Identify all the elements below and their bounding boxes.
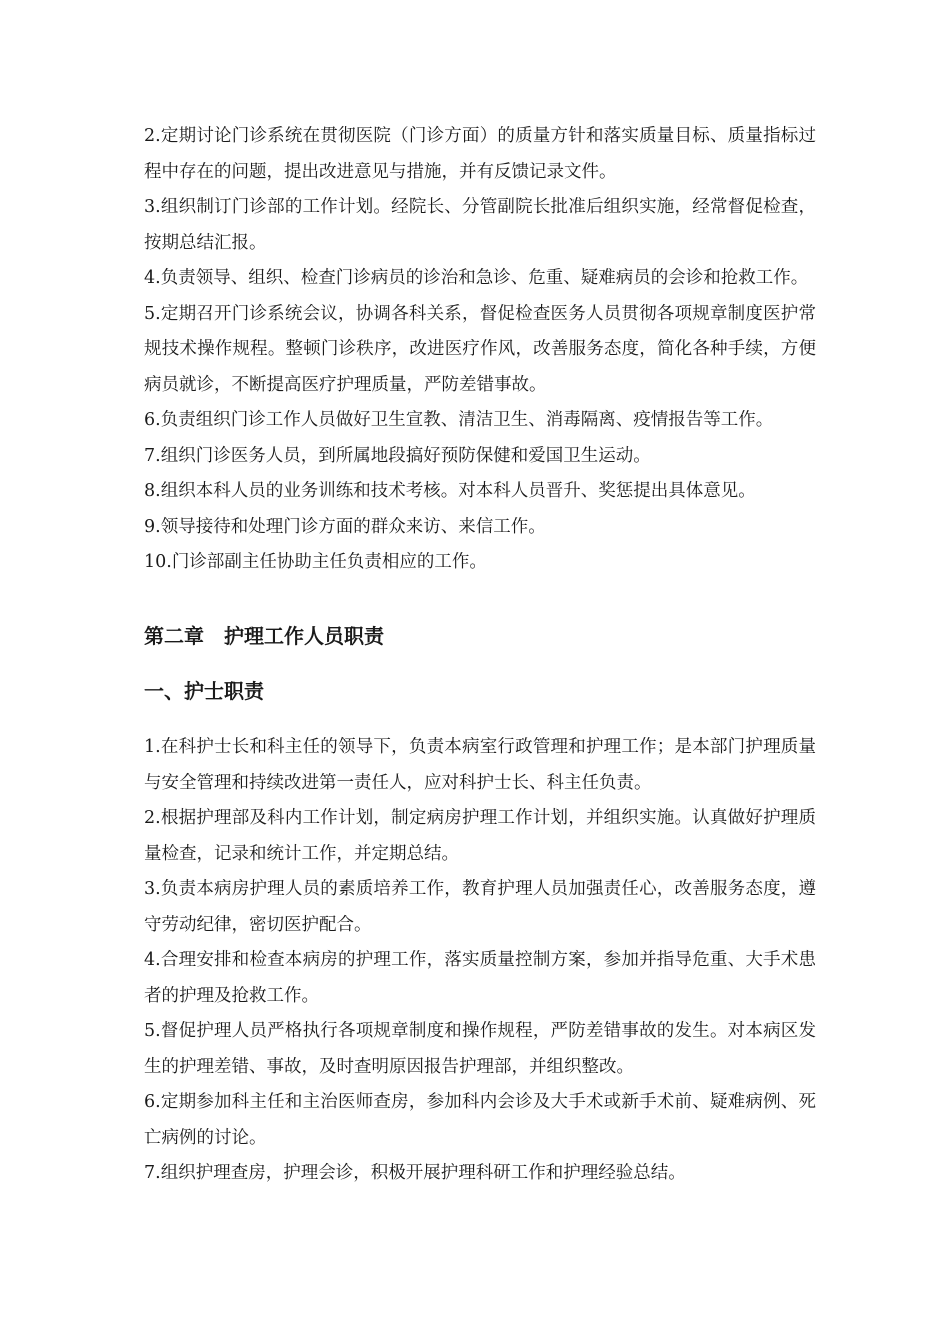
duty-item: 3.负责本病房护理人员的素质培养工作，教育护理人员加强责任心，改善服务态度，遵守劳动纪律，密切医护配合。 xyxy=(144,879,816,935)
duty-item: 2.定期讨论门诊系统在贯彻医院（门诊方面）的质量方针和落实质量目标、质量指标过程中存在的问题，提出改进意见与措施，并有反馈记录文件。 xyxy=(144,126,816,182)
duty-item: 4.负责领导、组织、检查门诊病员的诊治和急诊、危重、疑难病员的会诊和抢救工作。 xyxy=(144,268,809,288)
duty-item: 6.负责组织门诊工作人员做好卫生宣教、清洁卫生、消毒隔离、疫情报告等工作。 xyxy=(144,410,774,430)
duties-list-nurse xyxy=(144,730,816,1192)
duty-item: 4.合理安排和检查本病房的护理工作，落实质量控制方案，参加并指导危重、大手术患者的护理及抢救工作。 xyxy=(144,950,816,1006)
duty-item: 7.组织门诊医务人员，到所属地段搞好预防保健和爱国卫生运动。 xyxy=(144,445,651,466)
section-heading: 一、护士职责 xyxy=(144,679,264,703)
duty-item: 3.组织制订门诊部的工作计划。经院长、分管副院长批准后组织实施，经常督促检查，按期总结汇报。 xyxy=(144,197,816,253)
chapter-heading: 第二章 护理工作人员职责 xyxy=(144,624,384,648)
duty-item: 2.根据护理部及科内工作计划，制定病房护理工作计划，并组织实施。认真做好护理质量检查，记录和统计工作，并定期总结。 xyxy=(144,808,816,864)
duty-item: 8.组织本科人员的业务训练和技术考核。对本科人员晋升、奖惩提出具体意见。 xyxy=(144,481,756,501)
duty-item: 1.在科护士长和科主任的领导下，负责本病室行政管理和护理工作；是本部门护理质量与安全管理和持续改进第一责任人，应对科护士长、科主任负责。 xyxy=(144,737,816,793)
duty-item: 5.定期召开门诊系统会议，协调各科关系，督促检查医务人员贯彻各项规章制度医护常规技术操作规程。整顿门诊秩序，改进医疗作风，改善服务态度，简化各种手续，方便病员就诊，不断提高医疗护理质量，严防差错事故。 xyxy=(144,303,816,395)
duty-item: 5.督促护理人员严格执行各项规章制度和操作规程，严防差错事故的发生。对本病区发生的护理差错、事故，及时查明原因报告护理部，并组织整改。 xyxy=(144,1021,816,1077)
duty-item: 7.组织护理查房，护理会诊，积极开展护理科研工作和护理经验总结。 xyxy=(144,1163,686,1183)
duty-item: 9.领导接待和处理门诊方面的群众来访、来信工作。 xyxy=(144,516,546,537)
duties-list-outpatient xyxy=(144,119,816,581)
duty-item: 6.定期参加科主任和主治医师查房，参加科内会诊及大手术或新手术前、疑难病例、死亡病例的讨论。 xyxy=(144,1092,816,1148)
duty-item: 10.门诊部副主任协助主任负责相应的工作。 xyxy=(144,552,487,572)
